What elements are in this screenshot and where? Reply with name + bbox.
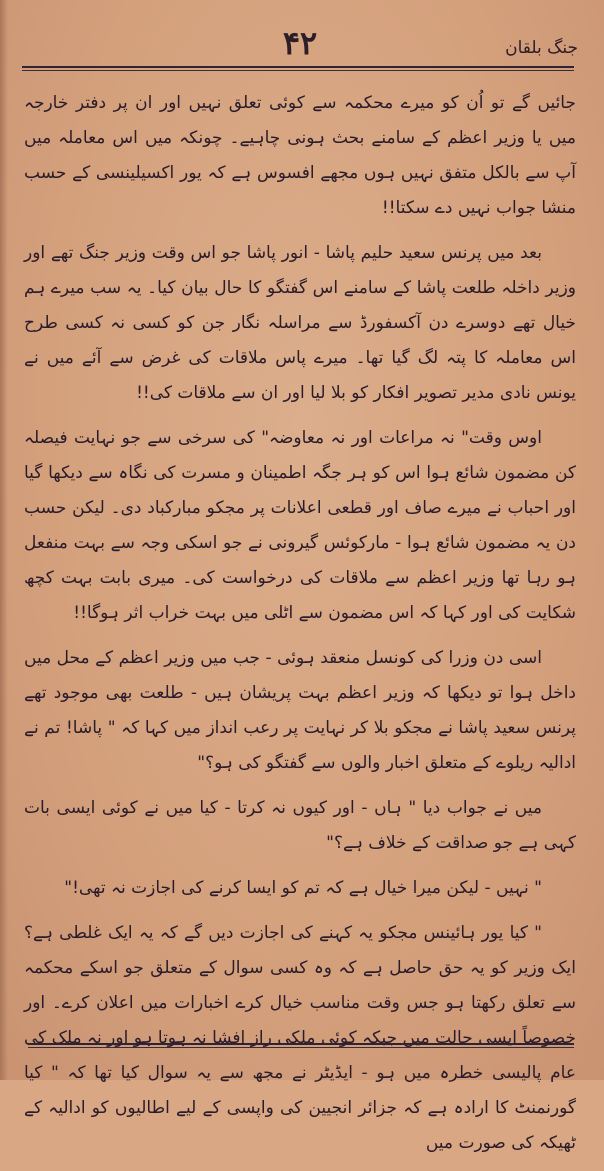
paragraph: جائیں گے تو اُن کو میرے محکمہ سے کوئی تعلق نہیں اور ان پر دفتر خارجہ میں یا وزیر اعظم کے سامنے بحث ہونی چاہیے۔ چونکہ میں اس معاملہ میں آپ سے بالکل متفق نہیں ہوں مجھے افسوس ہے کہ یور اکسیلینسی کے حسب منشا جواب نہیں دے سکتا!! xyxy=(24,93,576,218)
footer-rule-thin xyxy=(28,1047,574,1048)
page-spine-shadow xyxy=(0,0,8,1080)
paragraph: میں نے جواب دیا " ہاں - اور کیوں نہ کرتا - کیا میں نے کوئی ایسی بات کہی ہے جو صداقت کے خلاف ہے؟" xyxy=(24,798,576,853)
paragraph: اسی دن وزرا کی کونسل منعقد ہوئی - جب میں وزیر اعظم کے محل میں داخل ہوا تو دیکھا کہ وزیر اعظم بہت پریشان ہیں - طلعت بھی موجود تھے پرنس سعید پاشا نے مجکو بلا کر نہایت پر رعب انداز میں کہا کہ " پاشا! تم نے ادالیہ ریلوے کے متعلق اخبار والوں سے گفتگو کی ہو؟" xyxy=(24,648,576,773)
paragraph: بعد میں پرنس سعید حلیم پاشا - انور پاشا جو اس وقت وزیر جنگ تھے اور وزیر داخلہ طلعت پاشا کے سامنے اس گفتگو کا حال بیان کیا۔ یہ سب میرے ہم خیال تھے دوسرے دن آکسفورڈ سے مراسلہ نگار جن کو کسی نہ کسی طرح اس معاملہ کا پتہ لگ گیا تھا۔ میرے پاس ملاقات کی غرض سے آئے میں نے یونس نادی مدیر تصویر افکار کو بلا لیا اور ان سے ملاقات کی!! xyxy=(24,243,576,403)
page-body xyxy=(24,86,576,1171)
page-header xyxy=(0,18,604,70)
header-rule xyxy=(22,66,574,68)
page-number: ۴۲ xyxy=(282,24,318,62)
running-title: جنگ بلقان xyxy=(505,38,578,58)
footer-rule xyxy=(28,1043,574,1045)
paragraph: اوس وقت" نہ مراعات اور نہ معاوضہ" کی سرخی سے جو نہایت فیصلہ کن مضمون شائع ہوا اس کو ہر جگہ اطمینان و مسرت کی نگاہ سے دیکھا گیا اور احباب نے میرے صاف اور قطعی اعلانات پر مجکو مبارکباد دی۔ لیکن حسب دن یہ مضمون شائع ہوا - مارکوئس گیرونی نے جو اسکی وجہ سے بہت منفعل ہو رہا تھا وزیر اعظم سے ملاقات کی درخواست کی۔ میری بابت بہت کچھ شکایت کی اور کہا کہ اس مضمون سے اٹلی میں بہت خراب اثر ہوگا!! xyxy=(24,428,576,623)
paragraph: " کیا یور ہائینس مجکو یہ کہنے کی اجازت دیں گے کہ یہ ایک غلطی ہے؟ ایک وزیر کو یہ حق حاصل ہے کہ وہ کسی سوال کے متعلق جو اسکے محکمہ سے تعلق رکھتا ہو جس وقت مناسب خیال کرے اخبارات میں اعلان کرے۔ اور خصوصاً ایسی حالت میں جبکہ کوئی ملکی راز افشا نہ ہوتا ہو اور نہ ملک کی عام پالیسی خطرہ میں ہو - ایڈیٹر نے مجھ سے یہ سوال کیا تھا کہ " کیا گورنمنٹ کا ارادہ ہے کہ جزائر انجیین کی واپسی کے لیے اطالیوں کو ادالیہ کے ٹھیکہ کی صورت میں xyxy=(24,923,576,1153)
header-rule-thin xyxy=(22,70,574,71)
paragraph: " نہیں - لیکن میرا خیال ہے کہ تم کو ایسا کرنے کی اجازت نہ تھی!" xyxy=(64,878,542,898)
